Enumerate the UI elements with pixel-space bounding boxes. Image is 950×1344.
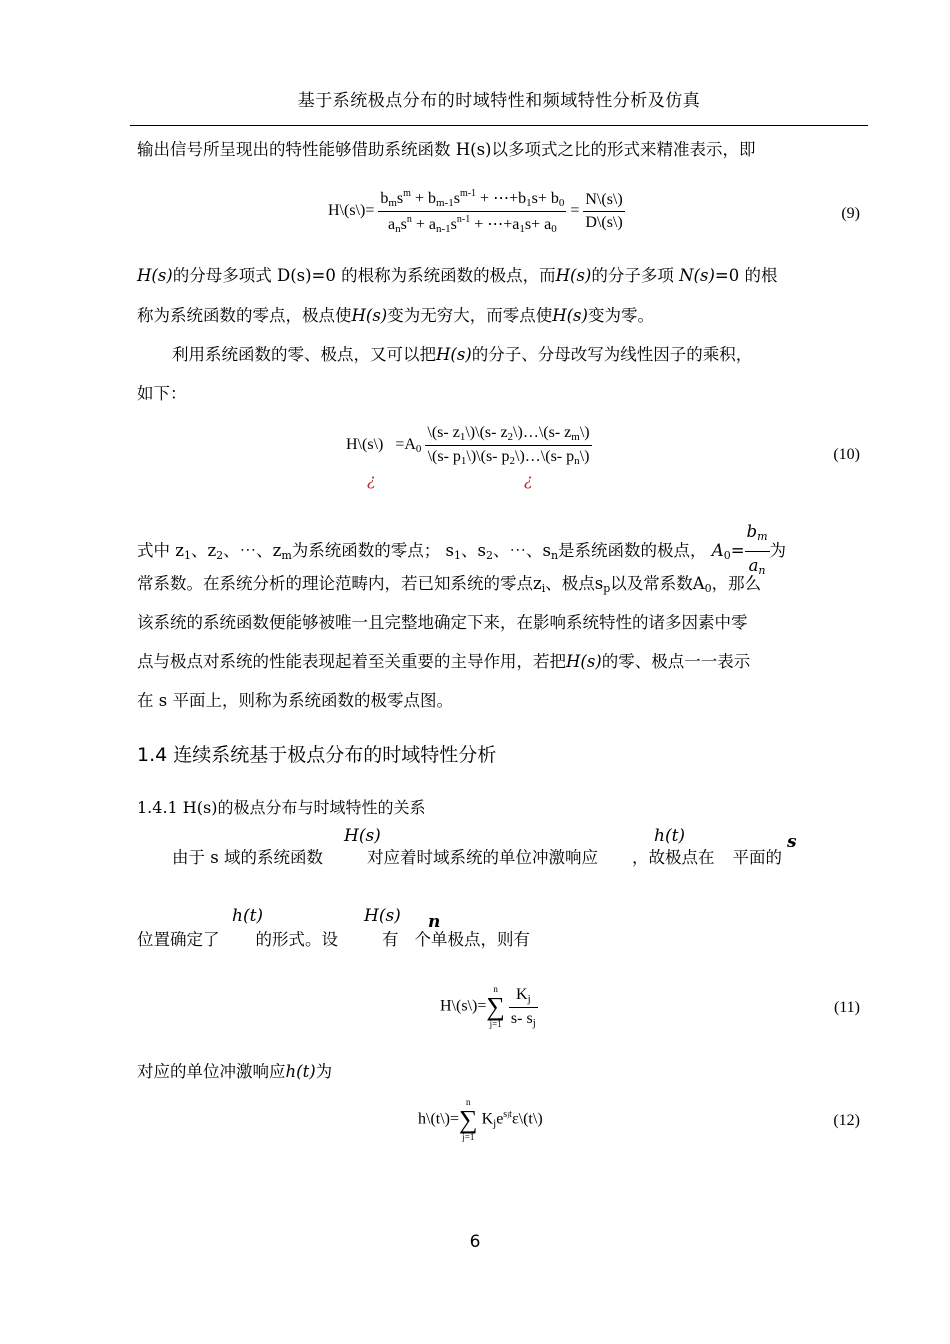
page-number: 6: [469, 1232, 481, 1252]
symbol-s: s: [787, 832, 797, 852]
symbol-n: n: [428, 912, 441, 932]
symbol-ht: h(t): [654, 826, 686, 846]
eq11-fraction: $\frac{K_j}{s- s_j}$: [510, 985, 536, 1029]
eq9-rhs-fraction: $\frac{N\backslash(s\backslash)}{D\backslash(s\backslash)}$: [585, 191, 623, 231]
paragraph-line: 式中 $z_1$、$z_2$、⋯、$z_m$为系统函数的零点； $s_1$、$s_2$、⋯、$s_n$是系统函数的极点， $A_0=$ $\frac{b_m}{a_n}$ 为: [137, 520, 786, 583]
paragraph-line: 该系统的系统函数便能够被唯一且完整地确定下来，在影响系统特性的诸多因素中零: [137, 613, 748, 632]
eq9-denominator: $a_ns^n + a_{n-1}s^{n-1}$ + $\cdots+a_1s+ a_0$: [387, 214, 557, 235]
symbol-ht: h(t): [232, 906, 264, 926]
header-rule: [130, 125, 868, 126]
equation-10: H\(s\) $=A_0$ $\frac{\backslash(s- z_1\backslash)\backslash(s- z_2\backslash)\dots\backslash(s- z_m\backslash)}{\backslash(s- p_1\backslash)\backslash(s- p_2\backslash)\dots\backslash(s- p_n\backslash)}$: [346, 424, 590, 467]
equation-12: h\(t\)= n ∑ j=1 $K_je^{sjt}\varepsilon\backslash(t\backslash)$: [418, 1097, 543, 1142]
sum-icon: n ∑ j=1: [486, 984, 505, 1029]
equation-9: H\(s\)= $\frac{b_ms^m + b_{m-1}s^{m-1} + \cdots+b_1s+ b_0}{a_ns^n + a_{n-1}s^{n-1} + \cdots+a_1s+ a_0}$ = $\frac{N\backslash(s\backslash)}{D\backslash(s\backslash)}$: [328, 188, 623, 235]
equation-number: (11): [833, 999, 860, 1016]
equation-number: (9): [841, 205, 860, 222]
running-header: 基于系统极点分布的时域特性和频域特性分析及仿真: [297, 91, 701, 111]
symbol-Hs: H(s): [344, 826, 381, 846]
paragraph-line: 对应的单位冲激响应h(t)为: [137, 1062, 333, 1081]
paragraph-line: 点与极点对系统的性能表现起着至关重要的主导作用，若把H(s)的零、极点一一表示: [137, 652, 751, 671]
equation-number: (12): [833, 1112, 860, 1129]
paragraph-line: H(s)的分母多项式 D(s)=0 的根称为系统函数的极点，而H(s)的分子多项 N(s)=0 的根: [137, 266, 778, 285]
paragraph-line: 如下：: [137, 384, 187, 403]
paragraph-line: 位置确定了 的形式。设 有 个单极点，则有: [137, 930, 530, 949]
eq9-lhs: H\(s\)=: [328, 202, 375, 220]
sum-icon: n ∑ j=1: [459, 1097, 478, 1142]
red-marker: ¿: [524, 470, 533, 489]
red-marker: ¿: [367, 470, 376, 489]
paragraph-line: 利用系统函数的零、极点，又可以把H(s)的分子、分母改写为线性因子的乘积，: [172, 345, 753, 364]
eq10-numerator: \(s- $z_1\backslash)\backslash(s-$ $z_2\backslash)\dots\backslash(s-$ $z_m\backslash$): [425, 424, 591, 446]
equation-11: H\(s\)= n ∑ j=1 $\frac{K_j}{s- s_j}$: [440, 984, 536, 1029]
eq10-fraction: [425, 424, 591, 467]
eq9-numerator: $b_ms^m + b_{m-1}s^{m-1}$ + $\cdots+b_1s+ b_0$: [378, 188, 566, 212]
A0-fraction: $\frac{b_m}{a_n}$: [746, 522, 768, 577]
equation-number: (10): [833, 446, 860, 463]
eq9-fraction: [378, 188, 566, 235]
symbol-Hs: H(s): [364, 906, 401, 926]
paragraph-line: 称为系统函数的零点，极点使H(s)变为无穷大，而零点使H(s)变为零。: [137, 306, 654, 325]
section-heading: 1.4 连续系统基于极点分布的时域特性分析: [137, 744, 497, 766]
subsection-heading: 1.4.1 H(s)的极点分布与时域特性的关系: [137, 798, 426, 817]
eq10-denominator: \(s- $p_1\backslash)\backslash(s-$ $p_2\backslash)\dots\backslash(s-$ $p_n\backslash$): [427, 448, 590, 467]
paragraph-line: 输出信号所呈现出的特性能够借助系统函数 H(s)以多项式之比的形式来精准表示，即: [137, 140, 756, 159]
paragraph-line: 由于 s 域的系统函数 对应着时域系统的单位冲激响应 ，故极点在 平面的: [172, 848, 782, 867]
paragraph-line: 常系数。在系统分析的理论范畴内，若已知系统的零点$z_i$、极点$s_p$以及常系数$A_0$，那么: [137, 574, 762, 595]
paragraph-line: 在 s 平面上，则称为系统函数的极零点图。: [137, 691, 453, 710]
